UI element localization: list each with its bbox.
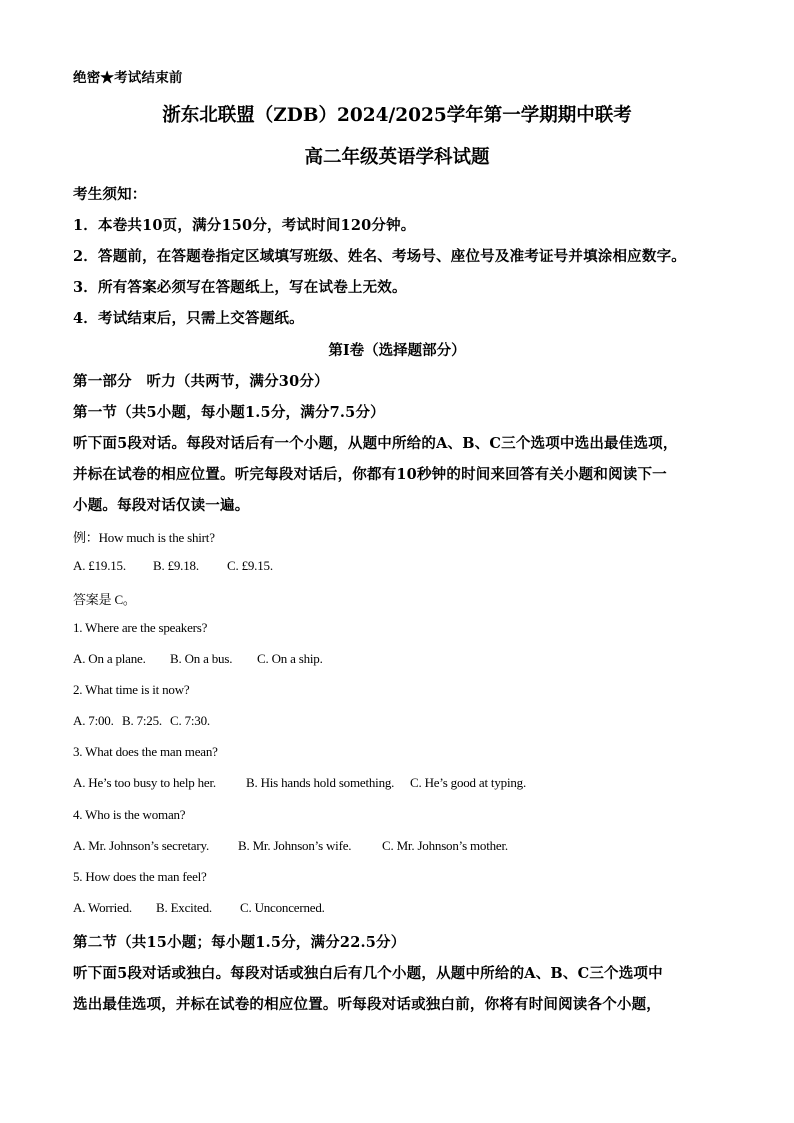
option: A. Worried.	[73, 900, 132, 915]
exam-subtitle: 高二年级英语学科试题	[304, 147, 490, 168]
notice-item: 3．所有答案必须写在答题纸上，写在试卷上无效。	[73, 279, 407, 296]
option: A. 7:00.	[73, 713, 114, 728]
exam-title: 浙东北联盟（ZDB）2024/2025学年第一学期期中联考	[162, 105, 632, 126]
notice-item: 4．考试结束后，只需上交答题纸。	[73, 310, 304, 327]
option: C. Unconcerned.	[240, 900, 325, 915]
question: 4. Who is the woman?	[73, 807, 186, 822]
notice-heading: 考生须知：	[73, 186, 147, 203]
example-answer: 答案是 C。	[73, 592, 136, 607]
option: A. £19.15.	[73, 558, 126, 573]
option: C. £9.15.	[227, 558, 273, 573]
notice-item: 1．本卷共10页，满分150分，考试时间120分钟。	[73, 217, 416, 234]
option: A. He’s too busy to help her.	[73, 775, 216, 790]
question: 1. Where are the speakers?	[73, 620, 208, 635]
section2-instruction: 听下面5段对话或独白。每段对话或独白后有几个小题，从题中所给的A、B、C三个选项中	[73, 965, 663, 982]
secret-label: 绝密★考试结束前	[73, 70, 183, 86]
option: C. Mr. Johnson’s mother.	[382, 838, 508, 853]
option: B. Excited.	[156, 900, 212, 915]
section2-instruction: 选出最佳选项，并标在试卷的相应位置。听每段对话或独白前，你将有时间阅读各个小题，	[73, 996, 661, 1013]
example-question: 例：How much is the shirt?	[73, 530, 215, 545]
option: C. 7:30.	[170, 713, 210, 728]
option: B. Mr. Johnson’s wife.	[238, 838, 352, 853]
question-options	[73, 838, 508, 854]
section1-instruction: 听下面5段对话。每段对话后有一个小题，从题中所给的A、B、C三个选项中选出最佳选项，	[73, 435, 678, 452]
option: A. Mr. Johnson’s secretary.	[73, 838, 210, 853]
option: A. On a plane.	[73, 651, 146, 666]
section2-heading: 第二节（共15小题；每小题1.5分，满分22.5分）	[73, 934, 406, 951]
section1-instruction: 小题。每段对话仅读一遍。	[73, 497, 250, 514]
question-options	[73, 713, 210, 729]
section1-instruction: 并标在试卷的相应位置。听完每段对话后，你都有10秒钟的时间来回答有关小题和阅读下一	[73, 466, 667, 483]
part1-heading: 第一部分 听力（共两节，满分30分）	[73, 373, 329, 390]
option: B. 7:25.	[122, 713, 162, 728]
section1-heading: 第一节（共5小题，每小题1.5分，满分7.5分）	[73, 404, 385, 421]
option: C. On a ship.	[257, 651, 323, 666]
question: 2. What time is it now?	[73, 682, 190, 697]
question: 5. How does the man feel?	[73, 869, 207, 884]
option: B. On a bus.	[170, 651, 233, 666]
option: B. £9.18.	[153, 558, 199, 573]
example-options	[73, 558, 273, 574]
option: B. His hands hold something.	[246, 775, 395, 790]
question-options	[73, 900, 325, 916]
notice-item: 2．答题前，在答题卷指定区域填写班级、姓名、考场号、座位号及准考证号并填涂相应数字。	[73, 248, 686, 265]
volume-heading: 第I卷（选择题部分）	[328, 342, 466, 359]
question: 3. What does the man mean?	[73, 744, 218, 759]
question-options	[73, 775, 526, 791]
question-options	[73, 651, 323, 667]
option: C. He’s good at typing.	[410, 775, 527, 790]
